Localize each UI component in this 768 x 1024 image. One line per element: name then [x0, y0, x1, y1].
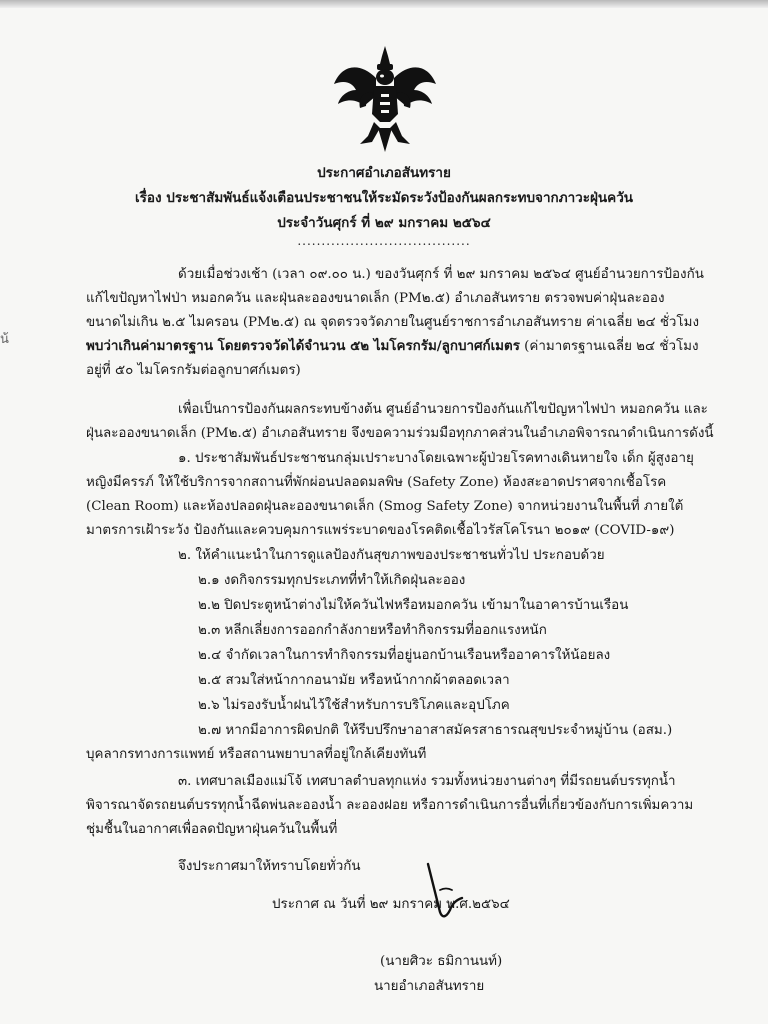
item2-sub-3: ๒.๓ หลีกเลี่ยงการออกกำลังกายหรือทำกิจกรรมที่ออกแรงหนัก: [198, 623, 547, 638]
item3-line2: พิจารณาจัดรถยนต์บรรทุกน้ำฉีดพ่นละอองน้ำ ละอองฝอย หรือการดำเนินการอื่นที่เกี่ยวข้องกับการเพิ่มความ: [86, 798, 694, 813]
item2-line1: ๒. ให้คำแนะนำในการดูแลป้องกันสุขภาพของประชาชนทั่วไป ประกอบด้วย: [178, 548, 605, 563]
paragraph1-line1: ด้วยเมื่อช่วงเช้า (เวลา ๐๙.๐๐ น.) ของวันศุกร์ ที่ ๒๙ มกราคม ๒๕๖๔ ศูนย์อำนวยการป้องกัน: [178, 267, 704, 282]
item1-line3: (Clean Room) และห้องปลอดฝุ่นละอองขนาดเล็ก (Smog Safety Zone) จากหน่วยงานในพื้นที่ ภายใต้: [86, 499, 684, 514]
item1-line4: มาตรการเฝ้าระวัง ป้องกันและควบคุมการแพร่ระบาดของโรคติดเชื้อไวรัสโคโรนา ๒๐๑๙ (COVID-๑๙): [86, 523, 675, 538]
item2-sub-7: ๒.๗ หากมีอาการผิดปกติ ให้รีบปรึกษาอาสาสมัครสาธารณสุขประจำหมู่บ้าน (อสม.): [198, 723, 673, 738]
item2-sub-5: ๒.๕ สวมใส่หน้ากากอนามัย หรือหน้ากากผ้าตลอดเวลา: [198, 673, 510, 688]
closing-statement: จึงประกาศมาให้ทราบโดยทั่วกัน: [178, 859, 361, 874]
item2-sub-2: ๒.๒ ปิดประตูหน้าต่างไม่ให้ควันไฟหรือหมอกควัน เข้ามาในอาคารบ้านเรือน: [198, 598, 629, 613]
signature-icon: [410, 860, 480, 930]
item3-line1: ๓. เทศบาลเมืองแม่โจ้ เทศบาลตำบลทุกแห่ง รวมทั้งหน่วยงานต่างๆ ที่มีรถยนต์บรรทุกน้ำ: [178, 774, 676, 789]
item2-sub-4: ๒.๔ จำกัดเวลาในการทำกิจกรรมที่อยู่นอกบ้านเรือนหรืออาคารให้น้อยลง: [198, 648, 611, 663]
scan-edge: [0, 0, 768, 8]
paragraph1-line5: อยู่ที่ ๕๐ ไมโครกรัมต่อลูกบาศก์เมตร): [86, 363, 301, 378]
paragraph2-line1: เพื่อเป็นการป้องกันผลกระทบข้างต้น ศูนย์อำนวยการป้องกันแก้ไขปัญหาไฟป่า หมอกควัน และ: [178, 402, 708, 417]
item1-line1: ๑. ประชาสัมพันธ์ประชาชนกลุ่มเปราะบางโดยเฉพาะผู้ป่วยโรคทางเดินหายใจ เด็ก ผู้สูงอายุ: [178, 451, 694, 466]
item2-sub-1: ๒.๑ งดกิจกรรมทุกประเภทที่ทำให้เกิดฝุ่นละออง: [198, 573, 466, 588]
paragraph1-line2: แก้ไขปัญหาไฟป่า หมอกควัน และฝุ่นละอองขนาดเล็ก (PM๒.๕) อำเภอสันทราย ตรวจพบค่าฝุ่นละออง: [86, 291, 665, 306]
signer-position: นายอำเภอสันทราย: [374, 979, 485, 994]
document-date-line: ประจำวันศุกร์ ที่ ๒๙ มกราคม ๒๕๖๔: [277, 215, 491, 231]
paragraph1-line4-bold: พบว่าเกินค่ามาตรฐาน โดยตรวจวัดได้จำนวน ๕๒ ไมโครกรัม/ลูกบาศก์เมตร: [86, 338, 520, 354]
paragraph1-line4: [86, 335, 699, 358]
item2-sub-6: ๒.๖ ไม่รองรับน้ำฝนไว้ใช้สำหรับการบริโภคและอุปโภค: [198, 698, 510, 713]
paragraph1-line3: ขนาดไม่เกิน ๒.๕ ไมครอน (PM๒.๕) ณ จุดตรวจวัดภายในศูนย์ราชการอำเภอสันทราย ค่าเฉลี่ย ๒๔ ชั่วโมง: [86, 315, 699, 330]
paragraph1-line4-rest: (ค่ามาตรฐานเฉลี่ย ๒๔ ชั่วโมง: [519, 339, 699, 354]
margin-mark: น้: [0, 332, 9, 347]
paragraph2-line2: ฝุ่นละอองขนาดเล็ก (PM๒.๕) อำเภอสันทราย จึงขอความร่วมมือทุกภาคส่วนในอำเภอพิจารณาดำเนินการดังนี้: [86, 426, 714, 441]
document-subject: เรื่อง ประชาสัมพันธ์แจ้งเตือนประชาชนให้ระมัดระวังป้องกันผลกระทบจากภาวะฝุ่นควัน: [135, 190, 633, 206]
item3-line3: ชุ่มชื้นในอากาศเพื่อลดปัญหาฝุ่นควันในพื้นที่: [86, 822, 338, 837]
garuda-emblem-icon: [330, 44, 440, 154]
announcement-date: ประกาศ ณ วันที่ ๒๙ มกราคม พ.ศ.๒๕๖๔: [272, 897, 510, 912]
item2-sub-7-continued: บุคลากรทางการแพทย์ หรือสถานพยาบาลที่อยู่ใกล้เคียงทันที: [86, 747, 427, 762]
signer-name: (นายศิวะ ธมิกานนท์): [380, 954, 503, 969]
header-divider: ....................................: [297, 234, 471, 248]
document-title: ประกาศอำเภอสันทราย: [317, 165, 451, 181]
item1-line2: หญิงมีครรภ์ ให้ใช้บริการจากสถานที่พักผ่อนปลอดมลพิษ (Safety Zone) ห้องสะอาดปราศจากเชื้อโรค: [86, 475, 667, 490]
